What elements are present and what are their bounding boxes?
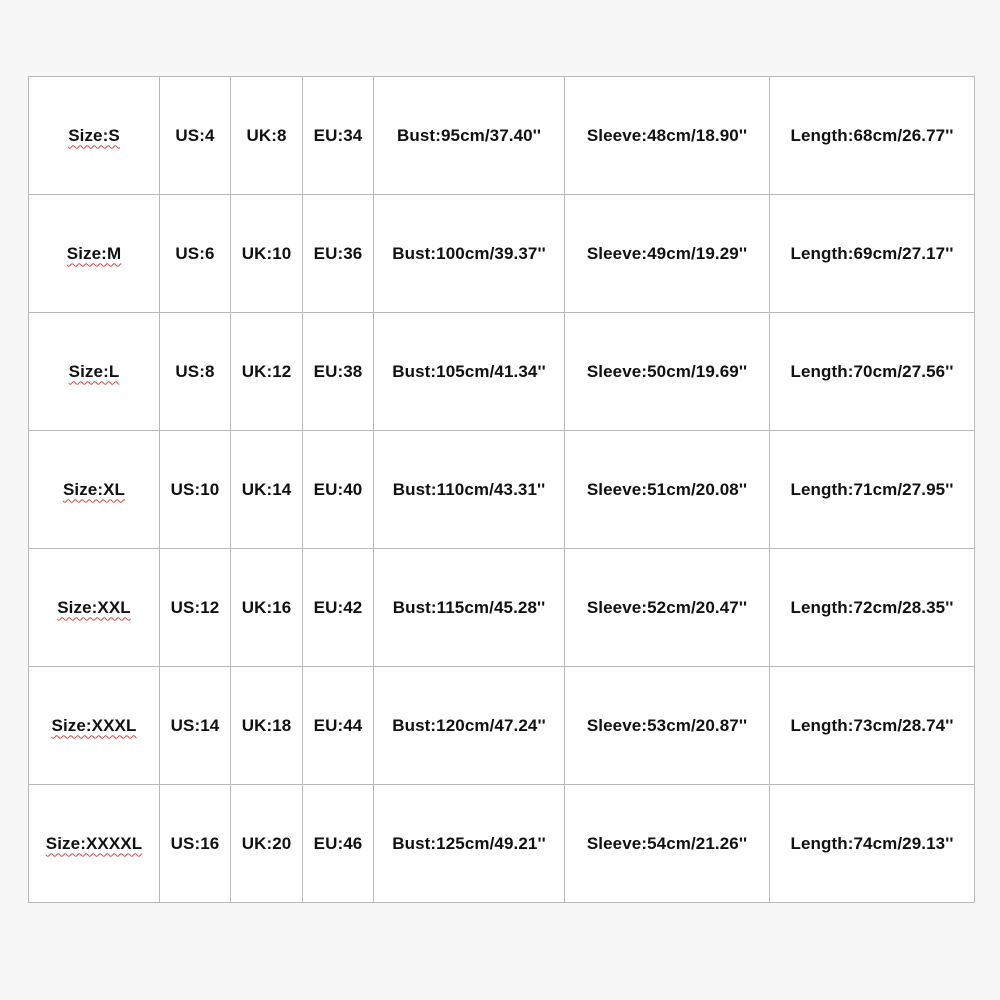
size-cell [29,77,160,195]
table-row [29,667,975,785]
table-row [29,549,975,667]
sleeve-cell: Sleeve:48cm/18.90'' [565,77,770,195]
us-size-cell: US:4 [160,77,231,195]
eu-size-cell: EU:38 [303,313,374,431]
eu-size-cell: EU:42 [303,549,374,667]
size-cell [29,195,160,313]
eu-size-cell: EU:46 [303,785,374,903]
us-size-cell: US:16 [160,785,231,903]
uk-size-cell: UK:12 [231,313,303,431]
uk-size-cell: UK:20 [231,785,303,903]
size-label: Size:S [68,125,120,145]
us-size-cell: US:14 [160,667,231,785]
bust-cell: Bust:110cm/43.31'' [374,431,565,549]
bust-cell: Bust:125cm/49.21'' [374,785,565,903]
bust-cell: Bust:115cm/45.28'' [374,549,565,667]
uk-size-cell: UK:10 [231,195,303,313]
us-size-cell: US:6 [160,195,231,313]
sleeve-cell: Sleeve:50cm/19.69'' [565,313,770,431]
bust-cell: Bust:100cm/39.37'' [374,195,565,313]
size-label: Size:XXXXL [45,833,143,853]
uk-size-cell: UK:14 [231,431,303,549]
size-label: Size:L [68,361,120,381]
length-cell: Length:69cm/27.17'' [770,195,975,313]
sleeve-cell: Sleeve:54cm/21.26'' [565,785,770,903]
size-label: Size:XXL [57,597,131,617]
sleeve-cell: Sleeve:52cm/20.47'' [565,549,770,667]
sleeve-cell: Sleeve:51cm/20.08'' [565,431,770,549]
size-cell [29,549,160,667]
eu-size-cell: EU:34 [303,77,374,195]
bust-cell: Bust:95cm/37.40'' [374,77,565,195]
eu-size-cell: EU:44 [303,667,374,785]
bust-cell: Bust:105cm/41.34'' [374,313,565,431]
us-size-cell: US:12 [160,549,231,667]
size-cell [29,667,160,785]
bust-cell: Bust:120cm/47.24'' [374,667,565,785]
size-cell [29,431,160,549]
table-row [29,313,975,431]
eu-size-cell: EU:40 [303,431,374,549]
uk-size-cell: UK:8 [231,77,303,195]
size-chart-table [28,76,975,903]
length-cell: Length:72cm/28.35'' [770,549,975,667]
eu-size-cell: EU:36 [303,195,374,313]
size-label: Size:XL [62,479,126,499]
length-cell: Length:70cm/27.56'' [770,313,975,431]
table-row [29,431,975,549]
length-cell: Length:74cm/29.13'' [770,785,975,903]
length-cell: Length:68cm/26.77'' [770,77,975,195]
table-row [29,77,975,195]
us-size-cell: US:10 [160,431,231,549]
length-cell: Length:73cm/28.74'' [770,667,975,785]
uk-size-cell: UK:16 [231,549,303,667]
sleeve-cell: Sleeve:53cm/20.87'' [565,667,770,785]
size-cell [29,313,160,431]
uk-size-cell: UK:18 [231,667,303,785]
length-cell: Length:71cm/27.95'' [770,431,975,549]
sleeve-cell: Sleeve:49cm/19.29'' [565,195,770,313]
size-label: Size:XXXL [51,715,137,735]
us-size-cell: US:8 [160,313,231,431]
table-row [29,785,975,903]
size-cell [29,785,160,903]
size-label: Size:M [66,243,122,263]
table-row [29,195,975,313]
